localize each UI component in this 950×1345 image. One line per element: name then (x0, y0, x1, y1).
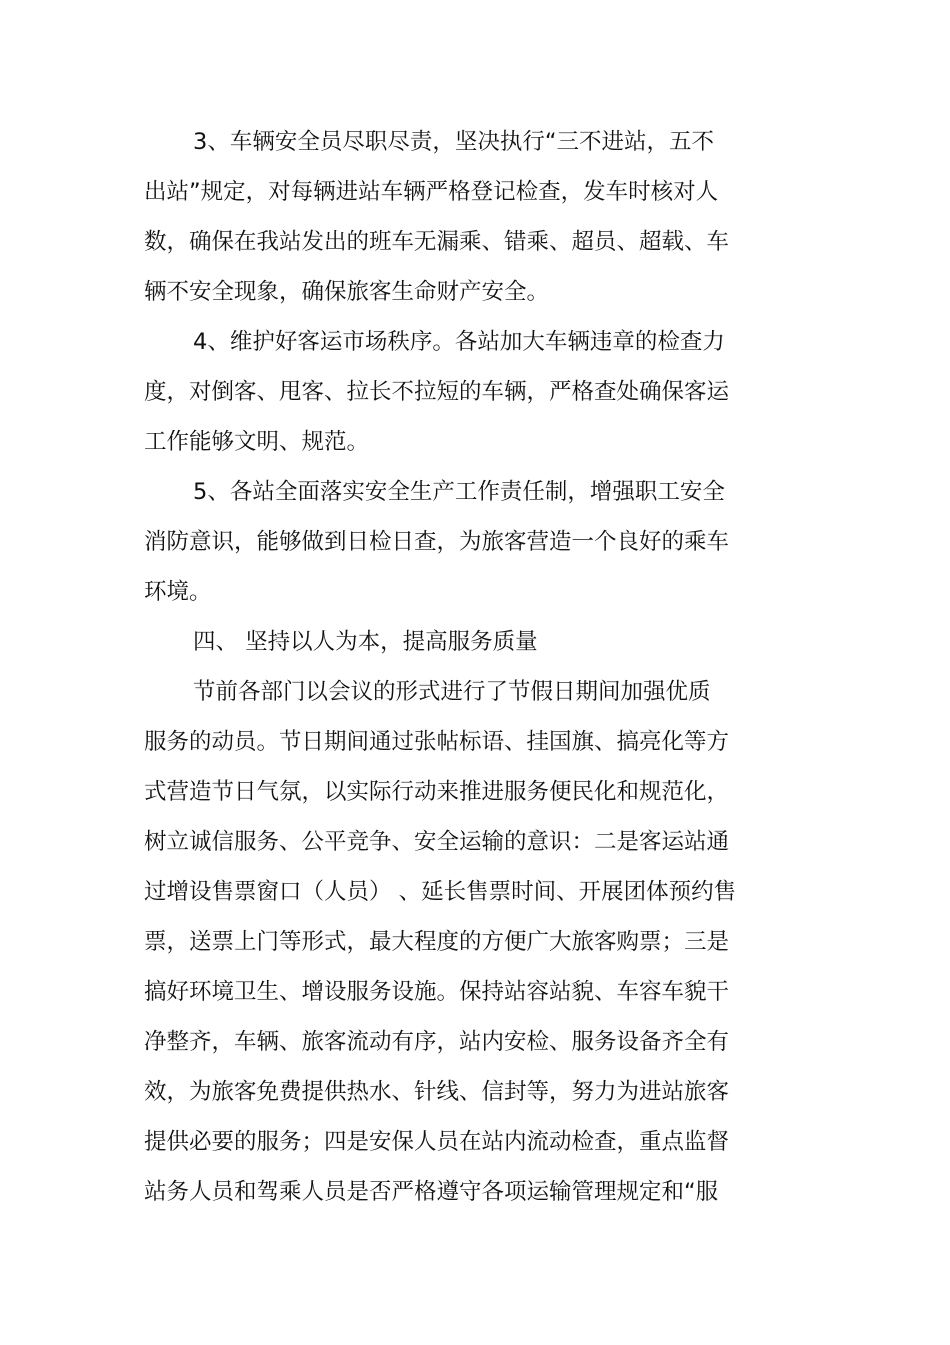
text-line: 3、车辆安全员尽职尽责，坚决执行“三不进站，五不 (193, 129, 714, 155)
text-line: 站务人员和驾乘人员是否严格遵守各项运输管理规定和“服 (144, 1179, 719, 1205)
text-line: 节前各部门以会议的形式进行了节假日期间加强优质 (193, 679, 711, 705)
text-line: 工作能够文明、规范。 (144, 429, 370, 455)
section-heading: 四、 坚持以人为本，提高服务质量 (193, 629, 538, 655)
text-line: 4、维护好客运市场秩序。各站加大车辆违章的检查力 (193, 329, 725, 355)
text-line: 出站”规定，对每辆进站车辆严格登记检查，发车时核对人 (144, 179, 719, 205)
text-line: 服务的动员。节日期间通过张帖标语、挂国旗、搞亮化等方 (144, 729, 730, 755)
text-line: 辆不安全现象，确保旅客生命财产安全。 (144, 279, 550, 305)
text-line: 搞好环境卫生、增设服务设施。保持站容站貌、车容车貌干 (144, 979, 730, 1005)
text-line: 消防意识，能够做到日检日查，为旅客营造一个良好的乘车 (144, 529, 730, 555)
text-line: 票，送票上门等形式，最大程度的方便广大旅客购票；三是 (144, 929, 730, 955)
text-line: 效，为旅客免费提供热水、针线、信封等，努力为进站旅客 (144, 1079, 730, 1105)
text-line: 树立诚信服务、公平竞争、安全运输的意识：二是客运站通 (144, 829, 730, 855)
text-line: 过增设售票窗口（人员） 、延长售票时间、开展团体预约售 (144, 879, 737, 905)
text-line: 式营造节日气氛，以实际行动来推进服务便民化和规范化， (144, 779, 730, 805)
text-line: 5、各站全面落实安全生产工作责任制，增强职工安全 (193, 479, 725, 505)
text-line: 数，确保在我站发出的班车无漏乘、错乘、超员、超载、车 (144, 229, 730, 255)
text-line: 净整齐，车辆、旅客流动有序，站内安检、服务设备齐全有 (144, 1029, 730, 1055)
text-line: 提供必要的服务；四是安保人员在站内流动检查，重点监督 (144, 1129, 730, 1155)
text-line: 环境。 (144, 579, 212, 605)
text-line: 度，对倒客、甩客、拉长不拉短的车辆，严格查处确保客运 (144, 379, 730, 405)
